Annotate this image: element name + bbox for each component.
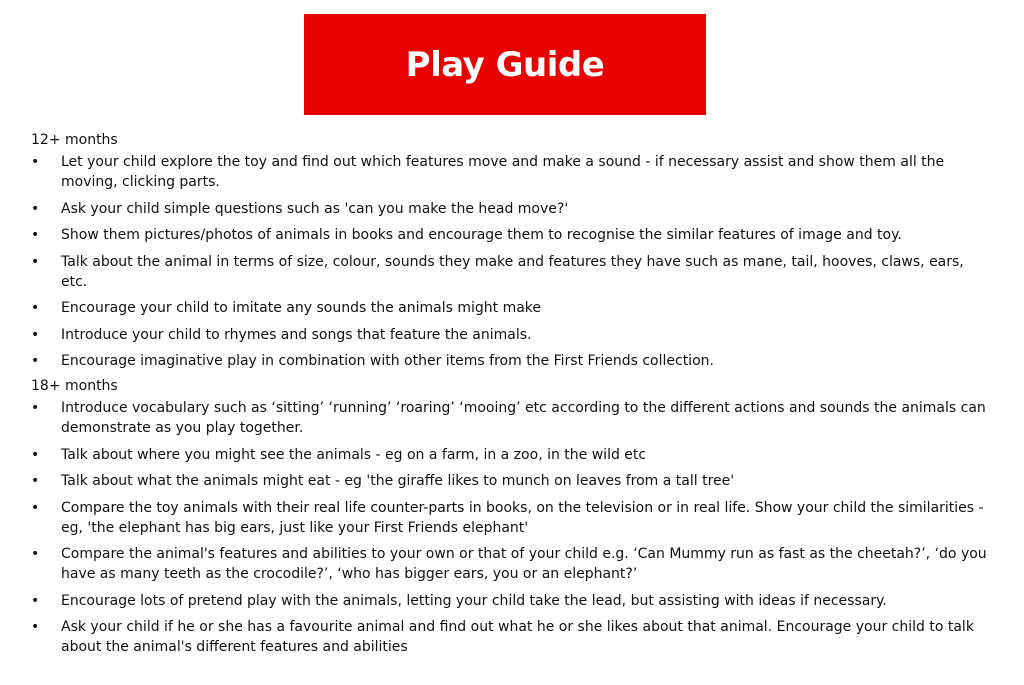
list-item-text: Let your child explore the toy and find out which features move and make a sound - if necessary assist and show them all the moving, clicking parts. <box>61 154 945 190</box>
section-heading: 18+ months <box>31 378 118 394</box>
list-item <box>31 325 991 345</box>
list-item <box>31 445 991 465</box>
play-guide-banner <box>304 14 706 115</box>
bullet-icon: • <box>31 400 40 416</box>
list-item-text: Encourage your child to imitate any sounds the animals might make <box>61 300 542 316</box>
list-item <box>31 298 991 318</box>
list-item <box>31 225 991 245</box>
list-item <box>31 498 991 538</box>
list-item-text: Talk about where you might see the animals - eg on a farm, in a zoo, in the wild etc <box>61 446 647 463</box>
list-item <box>31 398 991 438</box>
list-item-text: Introduce your child to rhymes and songs that feature the animals. <box>61 326 532 343</box>
list-item-text: Talk about the animal in terms of size, colour, sounds they make and features they have such as mane, tail, hooves, claws, ears, etc. <box>61 253 964 290</box>
list-item-text: Ask your child if he or she has a favourite animal and find out what he or she likes about that animal. Encourage your child to talk about the animal's different features and abilities <box>61 619 974 655</box>
section-18-months <box>31 376 991 664</box>
list-item-text: Compare the animal's features and abilities to your own or that of your child e.g. ‘Can Mummy run as fast as the cheetah?’, ‘do you have as many teeth as the crocodile?’, ‘who has bigger ears, you or an elephant?’ <box>61 546 987 582</box>
bullet-icon: • <box>31 499 40 516</box>
list-item <box>31 544 991 584</box>
bullet-icon: • <box>31 546 40 562</box>
list-item-text: Show them pictures/photos of animals in books and encourage them to recognise the similar features of image and toy. <box>61 227 902 243</box>
list-item <box>31 252 991 292</box>
bullet-icon: • <box>31 200 40 217</box>
list-item-text: Encourage lots of pretend play with the animals, letting your child take the lead, but assisting with ideas if necessary. <box>61 592 887 609</box>
bullet-icon: • <box>31 154 40 170</box>
bullet-icon: • <box>31 446 40 463</box>
tips-list <box>31 152 991 371</box>
bullet-icon: • <box>31 300 40 316</box>
bullet-icon: • <box>31 353 40 369</box>
page-title: Play Guide <box>405 44 605 85</box>
list-item <box>31 617 991 657</box>
bullet-icon: • <box>31 592 40 609</box>
list-item <box>31 351 991 371</box>
bullet-icon: • <box>31 473 40 489</box>
list-item <box>31 591 991 611</box>
list-item-text: Encourage imaginative play in combination with other items from the First Friends collection. <box>61 353 714 369</box>
list-item-text: Introduce vocabulary such as ‘sitting’ ‘running’ ‘roaring’ ‘mooing’ etc according to the different actions and sounds the animals can demonstrate as you play together. <box>61 400 986 436</box>
list-item <box>31 152 991 192</box>
section-12-months <box>31 130 991 378</box>
list-item-text: Talk about what the animals might eat - eg 'the giraffe likes to munch on leaves from a tall tree' <box>61 473 735 489</box>
section-heading: 12+ months <box>31 132 118 148</box>
bullet-icon: • <box>31 253 40 270</box>
list-item <box>31 199 991 219</box>
list-item-text: Compare the toy animals with their real life counter-parts in books, on the television or in real life. Show your child the similarities - eg, 'the elephant has big ears, just like your First Friends elephant' <box>61 499 984 536</box>
list-item <box>31 471 991 491</box>
list-item-text: Ask your child simple questions such as 'can you make the head move?' <box>61 200 569 217</box>
tips-list <box>31 398 991 657</box>
bullet-icon: • <box>31 326 40 343</box>
bullet-icon: • <box>31 619 40 635</box>
bullet-icon: • <box>31 227 40 243</box>
